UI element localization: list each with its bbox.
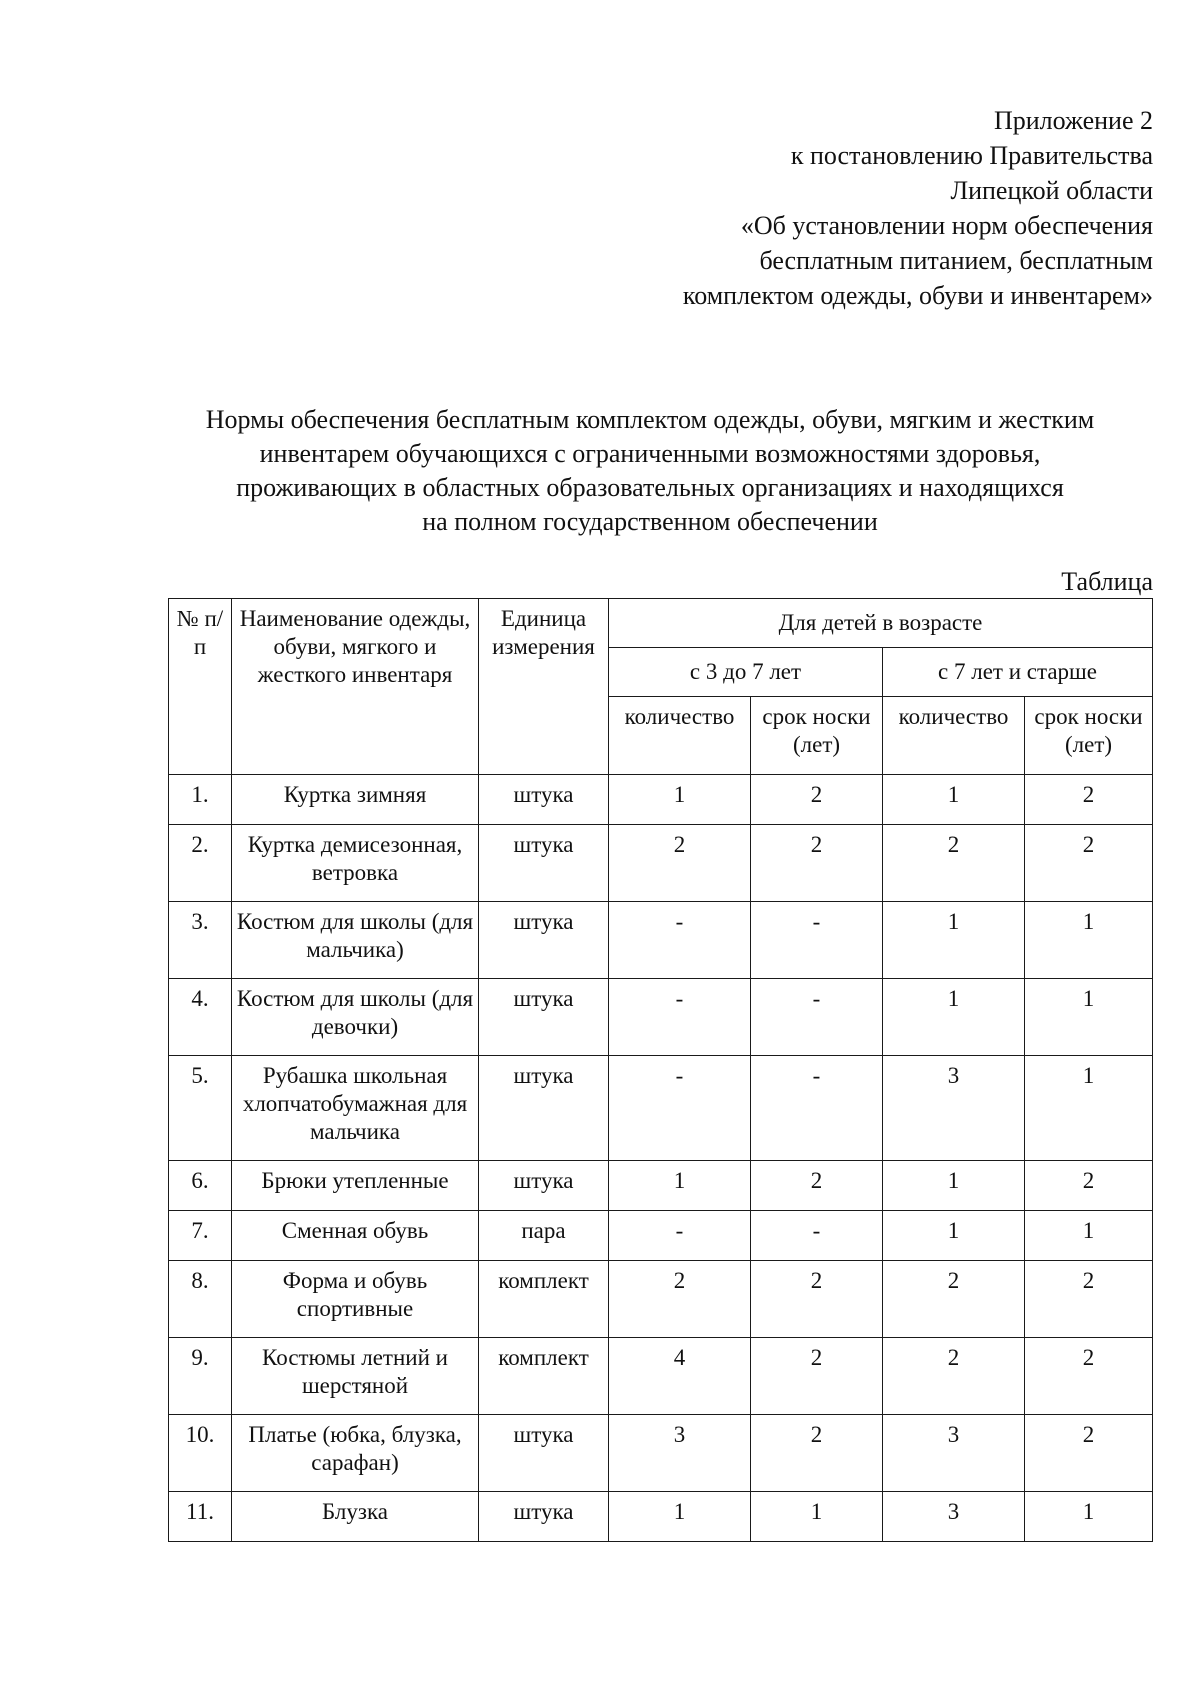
cell-qty-3-7: 1 <box>609 775 751 825</box>
cell-qty-7-plus: 3 <box>883 1415 1025 1492</box>
table-row <box>169 1211 1153 1261</box>
cell-num: 7. <box>169 1211 232 1261</box>
cell-term-7-plus: 1 <box>1025 1211 1153 1261</box>
cell-term-3-7: - <box>751 1056 883 1161</box>
cell-term-7-plus: 2 <box>1025 1415 1153 1492</box>
cell-qty-7-plus: 1 <box>883 1161 1025 1211</box>
appendix-line: Липецкой области <box>950 176 1153 205</box>
cell-qty-3-7: - <box>609 979 751 1056</box>
header-unit: Единица измерения <box>479 599 609 775</box>
appendix-line: Приложение 2 <box>993 106 1153 135</box>
cell-term-7-plus: 2 <box>1025 775 1153 825</box>
title-line: проживающих в областных образовательных организациях и находящихся <box>236 473 1064 502</box>
cell-name: Костюмы летний и шерстяной <box>232 1338 479 1415</box>
table-row <box>169 775 1153 825</box>
cell-unit: штука <box>479 775 609 825</box>
cell-unit: штука <box>479 1161 609 1211</box>
cell-unit: штука <box>479 902 609 979</box>
cell-qty-3-7: 2 <box>609 825 751 902</box>
cell-qty-7-plus: 2 <box>883 1338 1025 1415</box>
title-line: на полном государственном обеспечении <box>422 507 878 536</box>
cell-term-3-7: 2 <box>751 1415 883 1492</box>
cell-unit: штука <box>479 1492 609 1542</box>
cell-qty-3-7: 3 <box>609 1415 751 1492</box>
cell-unit: комплект <box>479 1338 609 1415</box>
cell-qty-7-plus: 2 <box>883 1261 1025 1338</box>
cell-unit: штука <box>479 825 609 902</box>
cell-term-3-7: 2 <box>751 1261 883 1338</box>
cell-term-3-7: - <box>751 1211 883 1261</box>
cell-term-7-plus: 2 <box>1025 1161 1153 1211</box>
cell-unit: пара <box>479 1211 609 1261</box>
cell-num: 5. <box>169 1056 232 1161</box>
cell-qty-3-7: - <box>609 902 751 979</box>
appendix-line: комплектом одежды, обуви и инвентарем» <box>682 281 1153 310</box>
header-age-3-7: с 3 до 7 лет <box>609 648 883 697</box>
cell-qty-7-plus: 2 <box>883 825 1025 902</box>
cell-qty-3-7: 4 <box>609 1338 751 1415</box>
cell-qty-7-plus: 3 <box>883 1056 1025 1161</box>
table-row <box>169 1492 1153 1542</box>
cell-qty-3-7: 2 <box>609 1261 751 1338</box>
cell-term-3-7: 2 <box>751 1338 883 1415</box>
cell-unit: штука <box>479 979 609 1056</box>
cell-qty-7-plus: 1 <box>883 979 1025 1056</box>
title-line: инвентарем обучающихся с ограниченными возможностями здоровья, <box>259 439 1041 468</box>
cell-term-3-7: - <box>751 979 883 1056</box>
table-row <box>169 1415 1153 1492</box>
cell-name: Форма и обувь спортивные <box>232 1261 479 1338</box>
table-row <box>169 979 1153 1056</box>
cell-num: 8. <box>169 1261 232 1338</box>
table-row <box>169 1338 1153 1415</box>
title-line: Нормы обеспечения бесплатным комплектом одежды, обуви, мягким и жестким <box>205 405 1095 434</box>
header-qty: количество <box>883 697 1025 775</box>
header-name: Наименование одежды, обуви, мягкого и жесткого инвентаря <box>232 599 479 775</box>
appendix-line: бесплатным питанием, бесплатным <box>759 246 1153 275</box>
header-num: № п/п <box>169 599 232 775</box>
cell-term-7-plus: 1 <box>1025 902 1153 979</box>
cell-num: 9. <box>169 1338 232 1415</box>
cell-qty-7-plus: 3 <box>883 1492 1025 1542</box>
table-row <box>169 1261 1153 1338</box>
cell-name: Куртка демисезонная, ветровка <box>232 825 479 902</box>
norms-table <box>168 598 1153 1542</box>
cell-term-7-plus: 2 <box>1025 1338 1153 1415</box>
cell-term-3-7: - <box>751 902 883 979</box>
cell-term-3-7: 2 <box>751 825 883 902</box>
table-row <box>169 1161 1153 1211</box>
header-age-group: Для детей в возрасте <box>609 599 1153 648</box>
cell-term-7-plus: 2 <box>1025 1261 1153 1338</box>
table-row <box>169 825 1153 902</box>
header-term: срок носки (лет) <box>1025 697 1153 775</box>
cell-qty-3-7: - <box>609 1056 751 1161</box>
table-row <box>169 902 1153 979</box>
cell-name: Блузка <box>232 1492 479 1542</box>
cell-name: Платье (юбка, блузка, сарафан) <box>232 1415 479 1492</box>
cell-num: 2. <box>169 825 232 902</box>
cell-term-3-7: 1 <box>751 1492 883 1542</box>
cell-term-3-7: 2 <box>751 1161 883 1211</box>
cell-name: Костюм для школы (для мальчика) <box>232 902 479 979</box>
cell-term-7-plus: 1 <box>1025 1492 1153 1542</box>
cell-num: 4. <box>169 979 232 1056</box>
appendix-line: к постановлению Правительства <box>790 141 1153 170</box>
header-term: срок носки (лет) <box>751 697 883 775</box>
cell-unit: штука <box>479 1415 609 1492</box>
cell-term-7-plus: 1 <box>1025 1056 1153 1161</box>
cell-num: 11. <box>169 1492 232 1542</box>
cell-name: Куртка зимняя <box>232 775 479 825</box>
cell-qty-7-plus: 1 <box>883 902 1025 979</box>
header-age-7-plus: с 7 лет и старше <box>883 648 1153 697</box>
table-caption: Таблица <box>1061 567 1153 596</box>
cell-num: 1. <box>169 775 232 825</box>
cell-qty-7-plus: 1 <box>883 775 1025 825</box>
cell-qty-3-7: 1 <box>609 1161 751 1211</box>
cell-name: Брюки утепленные <box>232 1161 479 1211</box>
cell-term-7-plus: 2 <box>1025 825 1153 902</box>
cell-qty-7-plus: 1 <box>883 1211 1025 1261</box>
cell-num: 6. <box>169 1161 232 1211</box>
cell-qty-3-7: 1 <box>609 1492 751 1542</box>
cell-term-3-7: 2 <box>751 775 883 825</box>
appendix-header <box>683 103 1153 313</box>
cell-unit: комплект <box>479 1261 609 1338</box>
cell-unit: штука <box>479 1056 609 1161</box>
cell-name: Сменная обувь <box>232 1211 479 1261</box>
header-row <box>169 599 1153 648</box>
cell-qty-3-7: - <box>609 1211 751 1261</box>
cell-num: 3. <box>169 902 232 979</box>
cell-name: Костюм для школы (для девочки) <box>232 979 479 1056</box>
table-row <box>169 1056 1153 1161</box>
appendix-line: «Об установлении норм обеспечения <box>740 211 1153 240</box>
cell-num: 10. <box>169 1415 232 1492</box>
document-title <box>150 403 1150 539</box>
header-qty: количество <box>609 697 751 775</box>
cell-name: Рубашка школьная хлопчатобумажная для мальчика <box>232 1056 479 1161</box>
cell-term-7-plus: 1 <box>1025 979 1153 1056</box>
